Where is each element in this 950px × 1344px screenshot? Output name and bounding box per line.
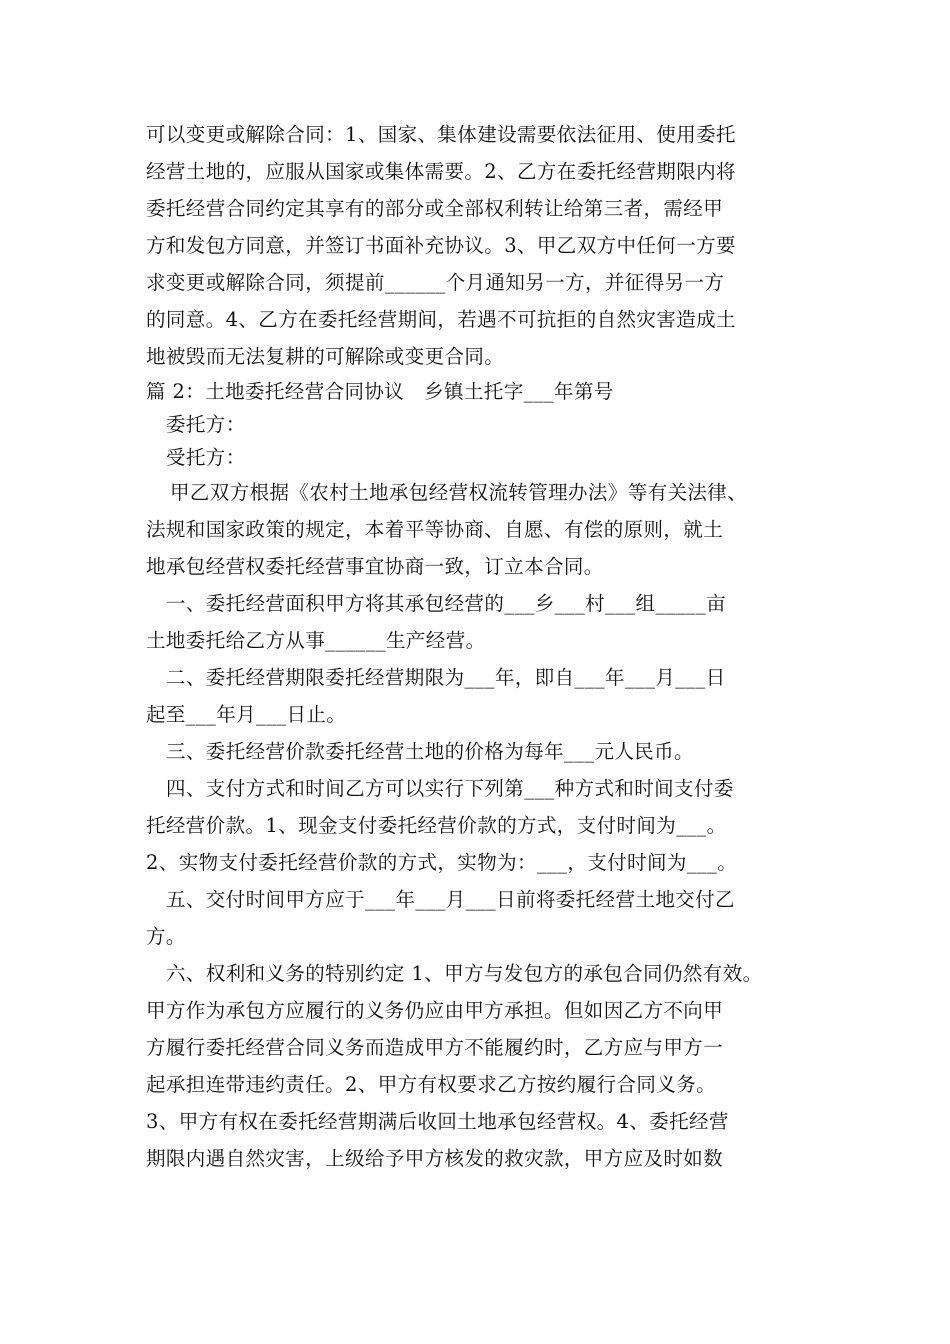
text-line: 地承包经营权委托经营事宜协商一致，订立本合同。: [146, 555, 604, 578]
clause-rights-obligations: [146, 955, 826, 1177]
party-b-label: 受托方：: [166, 446, 246, 469]
clause-delivery: [146, 881, 826, 955]
text-line: 方。: [146, 925, 186, 948]
text-line: 3、甲方有权在委托经营期满后收回土地承包经营权。4、委托经营: [146, 1110, 729, 1133]
text-line: 托经营价款。1、现金支付委托经营价款的方式，支付时间为___。: [146, 814, 727, 837]
section-heading: 篇 2：土地委托经营合同协议 乡镇土托字___年第号: [146, 380, 614, 403]
text-line: 一、委托经营面积甲方将其承包经营的___乡___村___组_____亩: [166, 592, 727, 615]
document-page: [146, 116, 826, 1177]
text-line: 甲方作为承包方应履行的义务仍应由甲方承担。但如因乙方不向甲: [146, 999, 724, 1022]
text-line: 2、实物支付委托经营价款的方式，实物为：___，支付时间为___。: [146, 851, 738, 874]
text-line: 甲乙双方根据《农村土地承包经营权流转管理办法》等有关法律、: [170, 481, 748, 504]
text-line: 的同意。4、乙方在委托经营期间，若遇不可抗拒的自然灾害造成土: [146, 308, 736, 331]
clause-payment: [146, 770, 826, 881]
text-line: 求变更或解除合同，须提前______个月通知另一方，并征得另一方: [146, 271, 725, 294]
clause-term: [146, 659, 826, 733]
party-a-label: 委托方：: [166, 413, 246, 436]
text-line: 三、委托经营价款委托经营土地的价格为每年___元人民币。: [166, 740, 694, 763]
text-line: 方履行委托经营合同义务而造成甲方不能履约时，乙方应与甲方一: [146, 1036, 724, 1059]
text-line: 经营土地的，应服从国家或集体需要。2、乙方在委托经营期限内将: [146, 160, 736, 183]
paragraph-contract-change: [146, 116, 826, 375]
text-line: 可以变更或解除合同：1、国家、集体建设需要依法征用、使用委托: [146, 123, 736, 146]
text-line: 六、权利和义务的特别约定 1、甲方与发包方的承包合同仍然有效。: [166, 962, 763, 985]
text-line: 地被毁而无法复耕的可解除或变更合同。: [146, 345, 505, 368]
text-line: 五、交付时间甲方应于___年___月___日前将委托经营土地交付乙: [166, 888, 735, 911]
text-line: 委托经营合同约定其享有的部分或全部权利转让给第三者，需经甲: [146, 197, 724, 220]
text-line: 期限内遇自然灾害，上级给予甲方核发的救灾款，甲方应及时如数: [146, 1147, 724, 1170]
clause-price: [146, 733, 826, 770]
clause-area: [146, 585, 826, 659]
paragraph-intro: [146, 474, 826, 585]
text-line: 方和发包方同意，并签订书面补充协议。3、甲乙双方中任何一方要: [146, 234, 736, 257]
text-line: 起承担连带违约责任。2、甲方有权要求乙方按约履行合同义务。: [146, 1073, 717, 1096]
text-line: 起至___年月___日止。: [146, 703, 347, 726]
text-line: 二、委托经营期限委托经营期限为___年，即自___年___月___日: [166, 666, 726, 689]
text-line: 四、支付方式和时间乙方可以实行下列第___种方式和时间支付委: [166, 777, 734, 800]
text-line: 土地委托给乙方从事______生产经营。: [146, 629, 486, 652]
text-line: 法规和国家政策的规定，本着平等协商、自愿、有偿的原则，就土: [146, 518, 724, 541]
